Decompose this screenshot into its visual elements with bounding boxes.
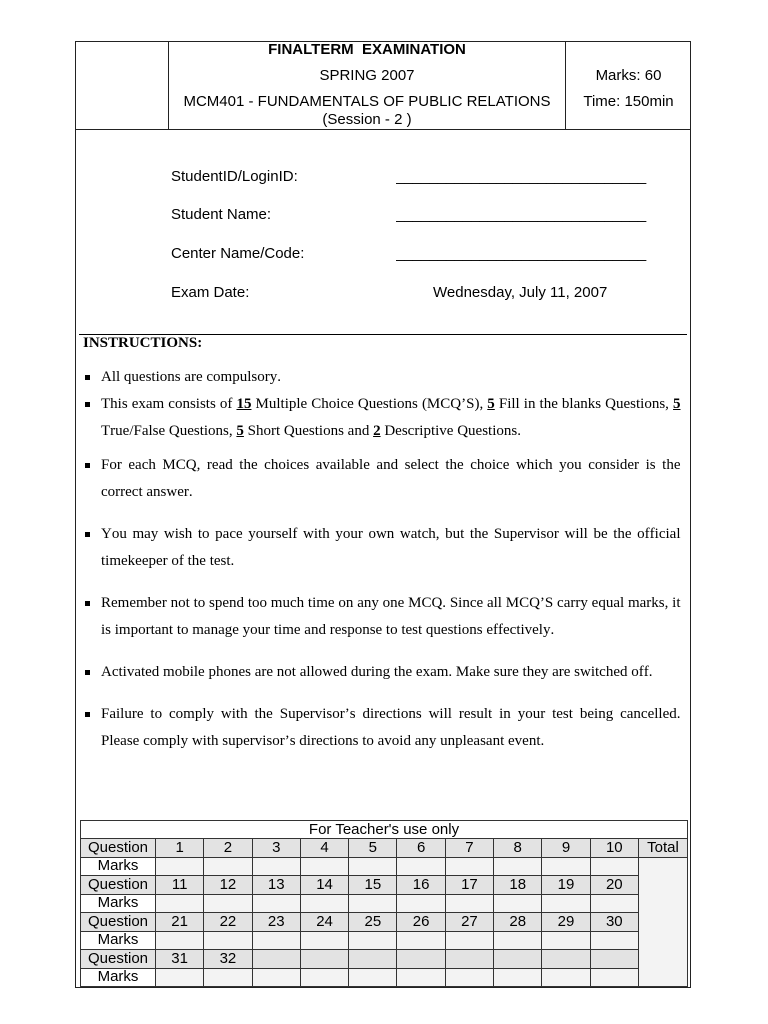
question-row-label: Question [81, 839, 156, 858]
question-number-cell: 15 [349, 876, 397, 895]
marks-cell [156, 894, 204, 913]
marks-cell [542, 968, 590, 987]
marks-cell [349, 931, 397, 950]
marks-cell [542, 931, 590, 950]
marks-cell [204, 857, 252, 876]
instruction-text: Fill in the blanks Questions, [494, 396, 674, 412]
marks-cell [445, 931, 493, 950]
bullet-icon [85, 532, 90, 537]
time-limit: Time: 150min [583, 93, 674, 110]
question-number-cell [349, 950, 397, 969]
question-number-cell: 14 [300, 876, 348, 895]
marks-cell [445, 968, 493, 987]
bullet-icon [85, 670, 90, 675]
instruction-item [101, 364, 681, 391]
bullet-icon [85, 463, 90, 468]
instructions-heading: INSTRUCTIONS: [83, 335, 203, 351]
question-number-cell: 16 [397, 876, 445, 895]
question-number-cell: 21 [156, 913, 204, 932]
exam-term: SPRING 2007 [319, 67, 415, 84]
question-number-cell [542, 950, 590, 969]
bullet-icon [85, 712, 90, 717]
question-number-cell: 3 [252, 839, 300, 858]
marks-cell [590, 857, 638, 876]
marks-row [81, 968, 688, 987]
question-number-cell [494, 950, 542, 969]
question-number-cell: 4 [300, 839, 348, 858]
question-number-cell: 27 [445, 913, 493, 932]
marks-row [81, 857, 688, 876]
question-number-cell: 9 [542, 839, 590, 858]
question-number-cell: 6 [397, 839, 445, 858]
question-number-cell: 11 [156, 876, 204, 895]
marks-cell [542, 894, 590, 913]
course-title: MCM401 - FUNDAMENTALS OF PUBLIC RELATIONS [183, 93, 551, 110]
question-number-cell: 24 [300, 913, 348, 932]
marks-cell [397, 968, 445, 987]
marks-cell [204, 894, 252, 913]
instruction-text: Remember not to spend too much time on any one MCQ. Since all MCQ’S carry equal marks, it is important to manage your time and response to test questions effectively. [101, 595, 681, 638]
short-question-count: 5 [236, 422, 244, 439]
question-number-cell [252, 950, 300, 969]
question-number-cell: 12 [204, 876, 252, 895]
marks-row [81, 931, 688, 950]
instruction-text: You may wish to pace yourself with your own watch, but the Supervisor will be the official timekeeper of the test. [101, 526, 681, 569]
question-number-row [81, 839, 688, 858]
question-number-cell: 18 [494, 876, 542, 895]
total-marks: Marks: 60 [595, 67, 662, 84]
marks-cell [300, 894, 348, 913]
fill-blank-count: 5 [487, 396, 495, 412]
instruction-text: This exam consists of [101, 396, 237, 412]
marks-row [81, 894, 688, 913]
total-header: Total [638, 839, 687, 858]
marks-cell [445, 894, 493, 913]
teacher-marks-table [80, 820, 688, 987]
instruction-text: All questions are compulsory. [101, 369, 281, 385]
question-number-cell: 30 [590, 913, 638, 932]
instruction-text: Failure to comply with the Supervisor’s directions will result in your test being cancelled. Please comply with supervisor’s directions to avoid any unpleasant event. [101, 706, 681, 749]
instruction-text: True/False Questions, [101, 422, 237, 439]
exam-title: FINALTERM EXAMINATION [268, 41, 466, 58]
question-number-cell [300, 950, 348, 969]
question-number-cell: 28 [494, 913, 542, 932]
marks-cell [252, 968, 300, 987]
marks-cell [204, 968, 252, 987]
marks-row-label: Marks [81, 968, 156, 987]
instruction-text: Activated mobile phones are not allowed during the exam. Make sure they are switched off. [101, 664, 653, 680]
instruction-item [101, 452, 681, 505]
bullet-icon [85, 601, 90, 606]
marks-cell [252, 931, 300, 950]
question-number-cell [397, 950, 445, 969]
question-number-cell: 19 [542, 876, 590, 895]
marks-cell [397, 894, 445, 913]
bullet-icon [85, 375, 90, 380]
marks-cell [397, 857, 445, 876]
marks-cell [349, 968, 397, 987]
instruction-item [101, 521, 681, 574]
question-number-cell: 2 [204, 839, 252, 858]
student-name-label: Student Name: [171, 206, 272, 223]
question-number-cell: 13 [252, 876, 300, 895]
total-marks-cell [638, 857, 687, 987]
mcq-count: 15 [236, 396, 252, 412]
question-row-label: Question [81, 876, 156, 895]
question-number-cell: 22 [204, 913, 252, 932]
instruction-item [101, 391, 681, 444]
marks-cell [252, 857, 300, 876]
question-row-label: Question [81, 950, 156, 969]
question-number-cell: 17 [445, 876, 493, 895]
marks-cell [300, 857, 348, 876]
question-number-cell: 20 [590, 876, 638, 895]
teacher-table-title-row [81, 821, 688, 839]
question-number-cell [590, 950, 638, 969]
exam-date-value: Wednesday, July 11, 2007 [433, 284, 608, 301]
marks-cell [590, 968, 638, 987]
marks-cell [397, 931, 445, 950]
marks-cell [300, 968, 348, 987]
instruction-text: Descriptive Questions. [380, 422, 521, 439]
marks-cell [494, 894, 542, 913]
marks-cell [204, 931, 252, 950]
student-name-blank: ______________________________ [396, 206, 647, 223]
marks-row-label: Marks [81, 931, 156, 950]
question-number-cell: 26 [397, 913, 445, 932]
question-number-cell: 32 [204, 950, 252, 969]
instruction-item [101, 590, 681, 643]
teacher-table-body [81, 839, 688, 987]
marks-cell [445, 857, 493, 876]
marks-cell [349, 857, 397, 876]
marks-cell [494, 931, 542, 950]
center-blank: ______________________________ [396, 245, 647, 262]
marks-cell [156, 857, 204, 876]
teacher-table-title: For Teacher's use only [81, 821, 688, 839]
marks-cell [590, 894, 638, 913]
question-number-cell: 31 [156, 950, 204, 969]
instruction-text: Multiple Choice Questions (MCQ’S), [251, 396, 488, 412]
question-number-cell: 25 [349, 913, 397, 932]
question-number-cell: 29 [542, 913, 590, 932]
true-false-count: 5 [673, 396, 681, 412]
question-number-cell [445, 950, 493, 969]
marks-cell [156, 968, 204, 987]
marks-row-label: Marks [81, 857, 156, 876]
instruction-text: Short Questions and [243, 422, 374, 439]
question-number-cell: 10 [590, 839, 638, 858]
question-number-cell: 8 [494, 839, 542, 858]
header-column-divider [565, 41, 566, 130]
marks-cell [252, 894, 300, 913]
question-number-cell: 1 [156, 839, 204, 858]
marks-row-label: Marks [81, 894, 156, 913]
student-id-label: StudentID/LoginID: [171, 168, 298, 185]
exam-date-label: Exam Date: [171, 284, 250, 301]
instruction-text: For each MCQ, read the choices available and select the choice which you consider is the correct answer. [101, 457, 681, 500]
marks-cell [494, 857, 542, 876]
student-id-blank: ______________________________ [396, 168, 647, 185]
instruction-item [101, 701, 681, 754]
marks-cell [156, 931, 204, 950]
instruction-item [101, 659, 681, 686]
marks-cell [542, 857, 590, 876]
question-number-cell: 7 [445, 839, 493, 858]
session-label: (Session - 2 ) [322, 111, 412, 128]
descriptive-question-count: 2 [373, 422, 381, 439]
question-number-row [81, 913, 688, 932]
bullet-icon [85, 402, 90, 407]
question-number-row [81, 950, 688, 969]
center-label: Center Name/Code: [171, 245, 305, 262]
question-number-cell: 23 [252, 913, 300, 932]
marks-cell [349, 894, 397, 913]
marks-cell [494, 968, 542, 987]
question-number-row [81, 876, 688, 895]
marks-cell [300, 931, 348, 950]
question-number-cell: 5 [349, 839, 397, 858]
question-row-label: Question [81, 913, 156, 932]
marks-cell [590, 931, 638, 950]
